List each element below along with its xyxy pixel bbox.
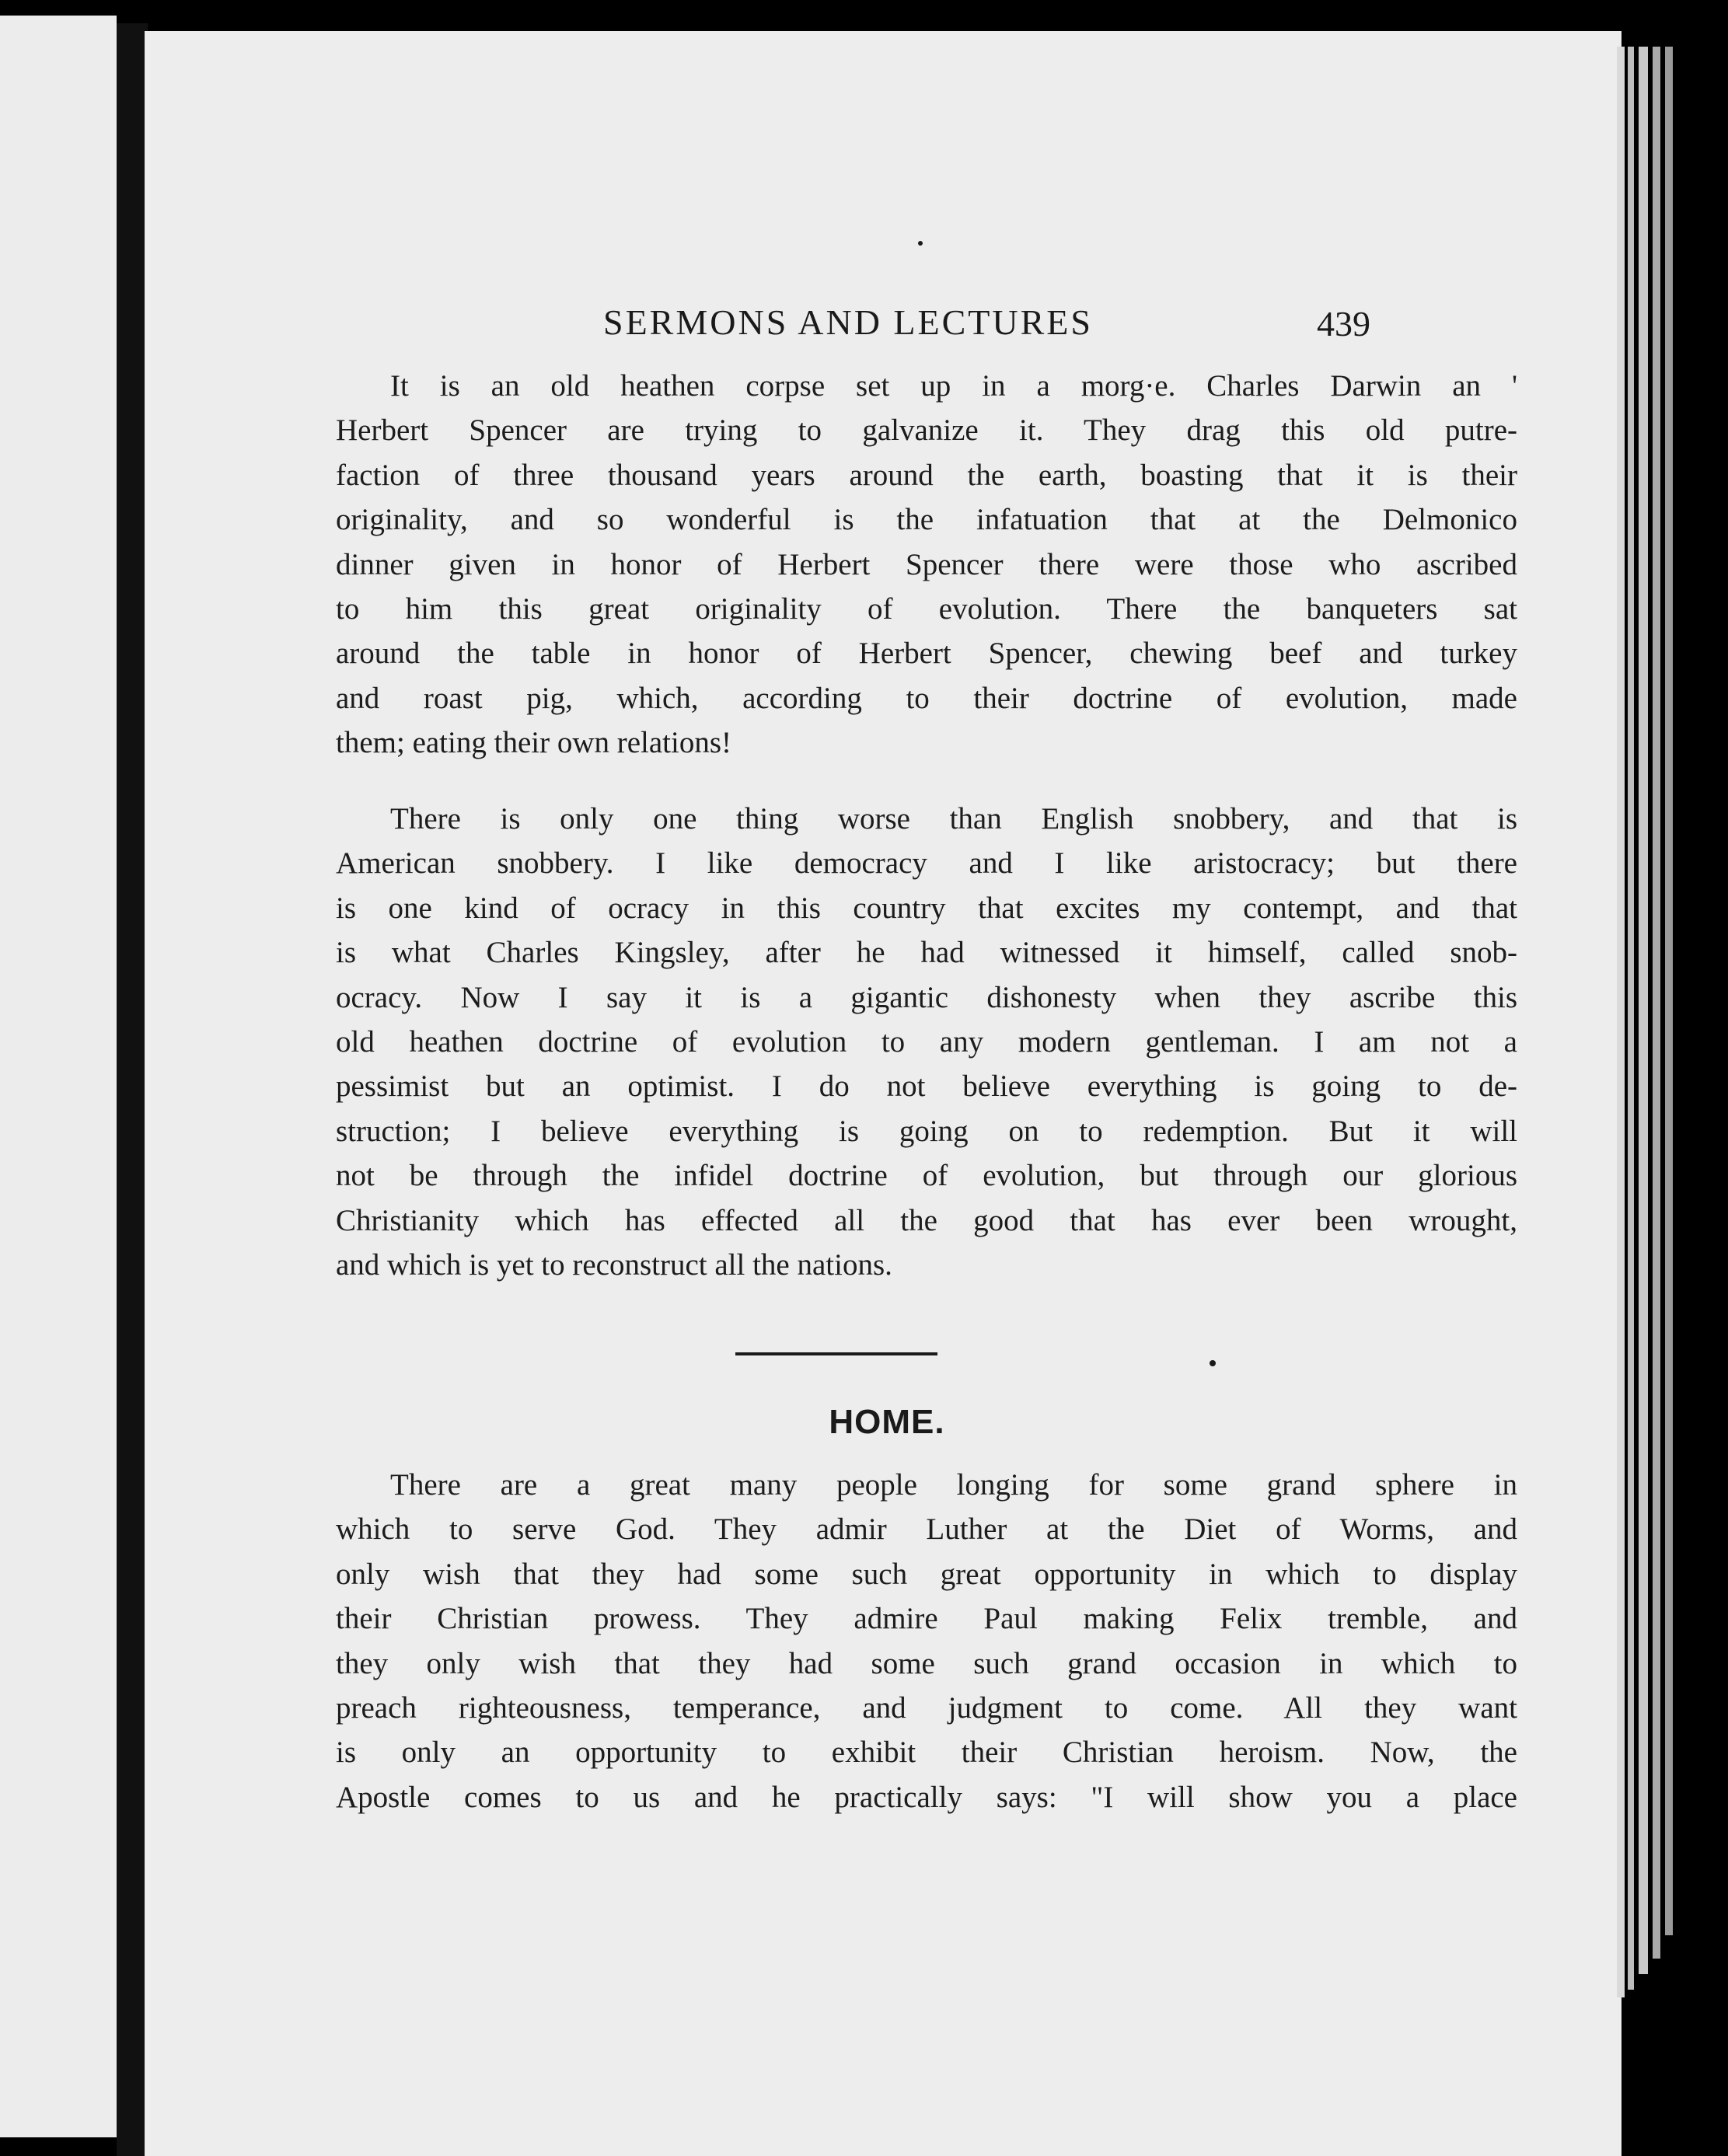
- running-title: SERMONS AND LECTURES: [603, 302, 1093, 342]
- section-heading: HOME.: [829, 1403, 945, 1441]
- page-edge: [1639, 47, 1648, 1974]
- text-line: is one kind of ocracy in this country that excites my contempt, and that: [336, 891, 1517, 925]
- text-line: American snobbery. I like democracy and I like aristocracy; but there: [336, 846, 1517, 881]
- page-edge: [1617, 47, 1625, 1997]
- text-line: dinner given in honor of Herbert Spencer there were those who ascribed: [336, 547, 1517, 581]
- text-line: their Christian prowess. They admire Paul making Felix tremble, and: [336, 1602, 1517, 1636]
- ink-speck: [918, 241, 923, 246]
- text-line: around the table in honor of Herbert Spencer, chewing beef and turkey: [336, 637, 1517, 671]
- previous-page-edge: [0, 16, 117, 2137]
- text-line: ocracy. Now I say it is a gigantic dishonesty when they ascribe this: [336, 980, 1517, 1014]
- text-line: is what Charles Kingsley, after he had witnessed it himself, called snob-: [336, 936, 1517, 970]
- text-line: faction of three thousand years around the earth, boasting that it is their: [336, 458, 1517, 492]
- text-line: is only an opportunity to exhibit their Christian heroism. Now, the: [336, 1736, 1517, 1770]
- text-line: There is only one thing worse than English snobbery, and that is: [390, 802, 1517, 836]
- text-line: them; eating their own relations!: [336, 726, 732, 760]
- running-head: [145, 302, 1622, 348]
- paragraph-1: [336, 364, 1517, 766]
- text-line: to him this great originality of evolution. There the banqueters sat: [336, 592, 1517, 626]
- book-binding: [117, 23, 148, 2156]
- paragraph-2: [336, 797, 1517, 1287]
- text-line: Apostle comes to us and he practically says: "I will show you a place: [336, 1780, 1517, 1814]
- text-line: Herbert Spencer are trying to galvanize it. They drag this old putre-: [336, 413, 1517, 448]
- ink-speck: [1210, 1360, 1216, 1366]
- text-line: only wish that they had some such great opportunity in which to display: [336, 1557, 1517, 1591]
- page-edge: [1628, 47, 1634, 1990]
- text-line: Christianity which has effected all the good that has ever been wrought,: [336, 1203, 1517, 1237]
- book-page: [145, 31, 1622, 2156]
- text-line: not be through the infidel doctrine of evolution, but through our glorious: [336, 1159, 1517, 1193]
- text-line: they only wish that they had some such grand occasion in which to: [336, 1646, 1517, 1680]
- paragraph-3: [336, 1463, 1517, 1819]
- text-line: It is an old heathen corpse set up in a morg·e. Charles Darwin an ': [390, 369, 1517, 403]
- text-line: and which is yet to reconstruct all the nations.: [336, 1248, 892, 1282]
- text-line: which to serve God. They admir Luther at the Diet of Worms, and: [336, 1512, 1517, 1547]
- text-line: old heathen doctrine of evolution to any modern gentleman. I am not a: [336, 1025, 1517, 1059]
- text-line: and roast pig, which, according to their doctrine of evolution, made: [336, 681, 1517, 715]
- text-line: pessimist but an optimist. I do not believe everything is going to de-: [336, 1069, 1517, 1104]
- text-line: preach righteousness, temperance, and judgment to come. All they want: [336, 1691, 1517, 1725]
- text-line: struction; I believe everything is going on to redemption. But it will: [336, 1114, 1517, 1148]
- text-line: There are a great many people longing for some grand sphere in: [390, 1468, 1517, 1502]
- page-number: 439: [1317, 304, 1370, 344]
- page-edge: [1653, 47, 1660, 1959]
- page-edge: [1665, 47, 1673, 1935]
- section-divider: [735, 1352, 937, 1355]
- text-line: originality, and so wonderful is the infatuation that at the Delmonico: [336, 503, 1517, 537]
